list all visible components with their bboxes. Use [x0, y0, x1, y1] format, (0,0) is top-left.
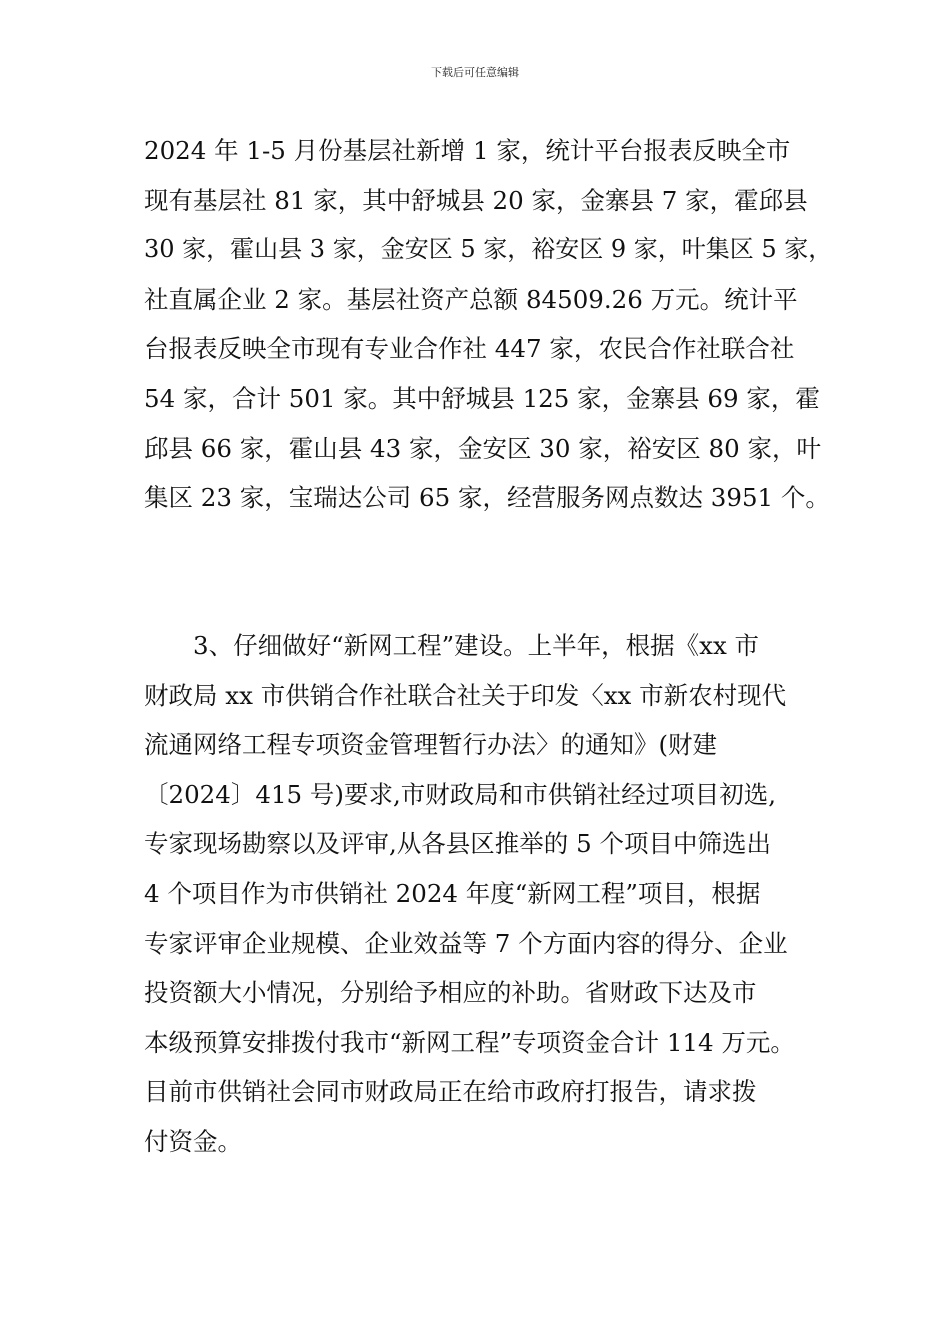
paragraph-line: 本级预算安排拨付我市“新网工程”专项资金合计 114 万元。 — [144, 1027, 795, 1057]
paragraph-line: 专家现场勘察以及评审,从各县区推举的 5 个项目中筛选出 — [144, 829, 771, 859]
page-header-note: 下载后可任意编辑 — [431, 66, 519, 79]
paragraph-statistics — [144, 126, 834, 523]
paragraph-line: 财政局 xx 市供销合作社联合社关于印发〈xx 市新农村现代 — [144, 680, 787, 710]
paragraph-line: 付资金。 — [144, 1126, 242, 1156]
paragraph-line: 目前市供销社会同市财政局正在给市政府打报告，请求拨 — [144, 1077, 757, 1107]
paragraph-line: 现有基层社 81 家，其中舒城县 20 家，金寨县 7 家，霍邱县 — [144, 185, 808, 215]
paragraph-line: 台报表反映全市现有专业合作社 447 家，农民合作社联合社 — [144, 334, 795, 364]
paragraph-line: 2024 年 1-5 月份基层社新增 1 家，统计平台报表反映全市 — [144, 136, 791, 165]
paragraph-line: 集区 23 家，宝瑞达公司 65 家，经营服务网点数达 3951 个。 — [144, 483, 830, 513]
paragraph-line: 54 家，合计 501 家。其中舒城县 125 家，金寨县 69 家，霍 — [144, 383, 820, 413]
paragraph-line: 流通网络工程专项资金管理暂行办法〉的通知》(财建 — [144, 730, 718, 760]
paragraph-line: 3、仔细做好“新网工程”建设。上半年，根据《xx 市 — [144, 631, 760, 660]
paragraph-line: 〔2024〕415 号)要求,市财政局和市供销社经过项目初选, — [144, 779, 777, 809]
paragraph-line: 专家评审企业规模、企业效益等 7 个方面内容的得分、企业 — [144, 928, 788, 958]
paragraph-line: 社直属企业 2 家。基层社资产总额 84509.26 万元。统计平 — [144, 284, 798, 314]
paragraph-line: 投资额大小情况，分别给予相应的补助。省财政下达及市 — [144, 978, 757, 1008]
paragraph-line: 4 个项目作为市供销社 2024 年度“新网工程”项目，根据 — [144, 878, 761, 908]
paragraph-line: 邱县 66 家，霍山县 43 家，金安区 30 家，裕安区 80 家，叶 — [144, 433, 822, 463]
paragraph-new-network-project — [144, 621, 834, 1167]
paragraph-line: 30 家，霍山县 3 家，金安区 5 家，裕安区 9 家，叶集区 5 家， — [144, 235, 833, 264]
